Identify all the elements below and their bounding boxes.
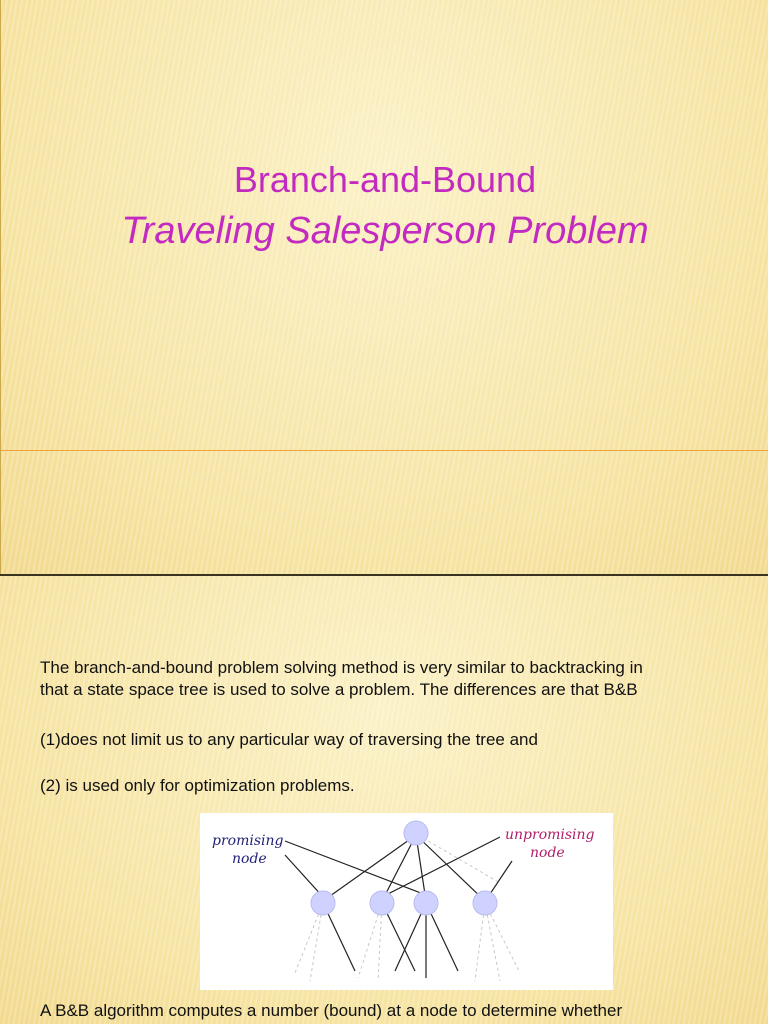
- slide-subtitle: Traveling Salesperson Problem: [121, 210, 649, 252]
- intro-line-1: The branch-and-bound problem solving method is very similar to backtracking in: [40, 658, 643, 677]
- point-1: (1)does not limit us to any particular way of traversing the tree and: [40, 730, 538, 749]
- label-promising: promising: [212, 833, 284, 849]
- pointer-unpromising: [488, 861, 512, 897]
- tree-node: [311, 891, 335, 915]
- tree-node: [473, 891, 497, 915]
- pointer-promising: [285, 841, 426, 895]
- point-2: (2) is used only for optimization problems.: [40, 776, 355, 795]
- pointer-promising: [285, 855, 323, 897]
- label-promising-node: node: [232, 851, 267, 867]
- divider-rule: [1, 450, 768, 451]
- tree-node: [414, 891, 438, 915]
- label-unpromising: unpromising: [505, 827, 595, 843]
- tree-edge: [382, 835, 416, 901]
- tree-svg: [200, 813, 613, 990]
- tree-nodes: [311, 821, 497, 915]
- bottom-paragraph: A B&B algorithm computes a number (bound) at a node to determine whether: [40, 1001, 623, 1020]
- tree-edge: [323, 835, 416, 901]
- root-node: [404, 821, 428, 845]
- slide-content: [0, 576, 768, 1024]
- label-unpromising-node: node: [530, 845, 565, 861]
- tree-node: [370, 891, 394, 915]
- state-space-tree-diagram: [200, 813, 613, 990]
- slide-title-heading: Branch-and-Bound: [233, 159, 537, 200]
- intro-line-2: that a state space tree is used to solve a problem. The differences are that B&B: [40, 680, 638, 699]
